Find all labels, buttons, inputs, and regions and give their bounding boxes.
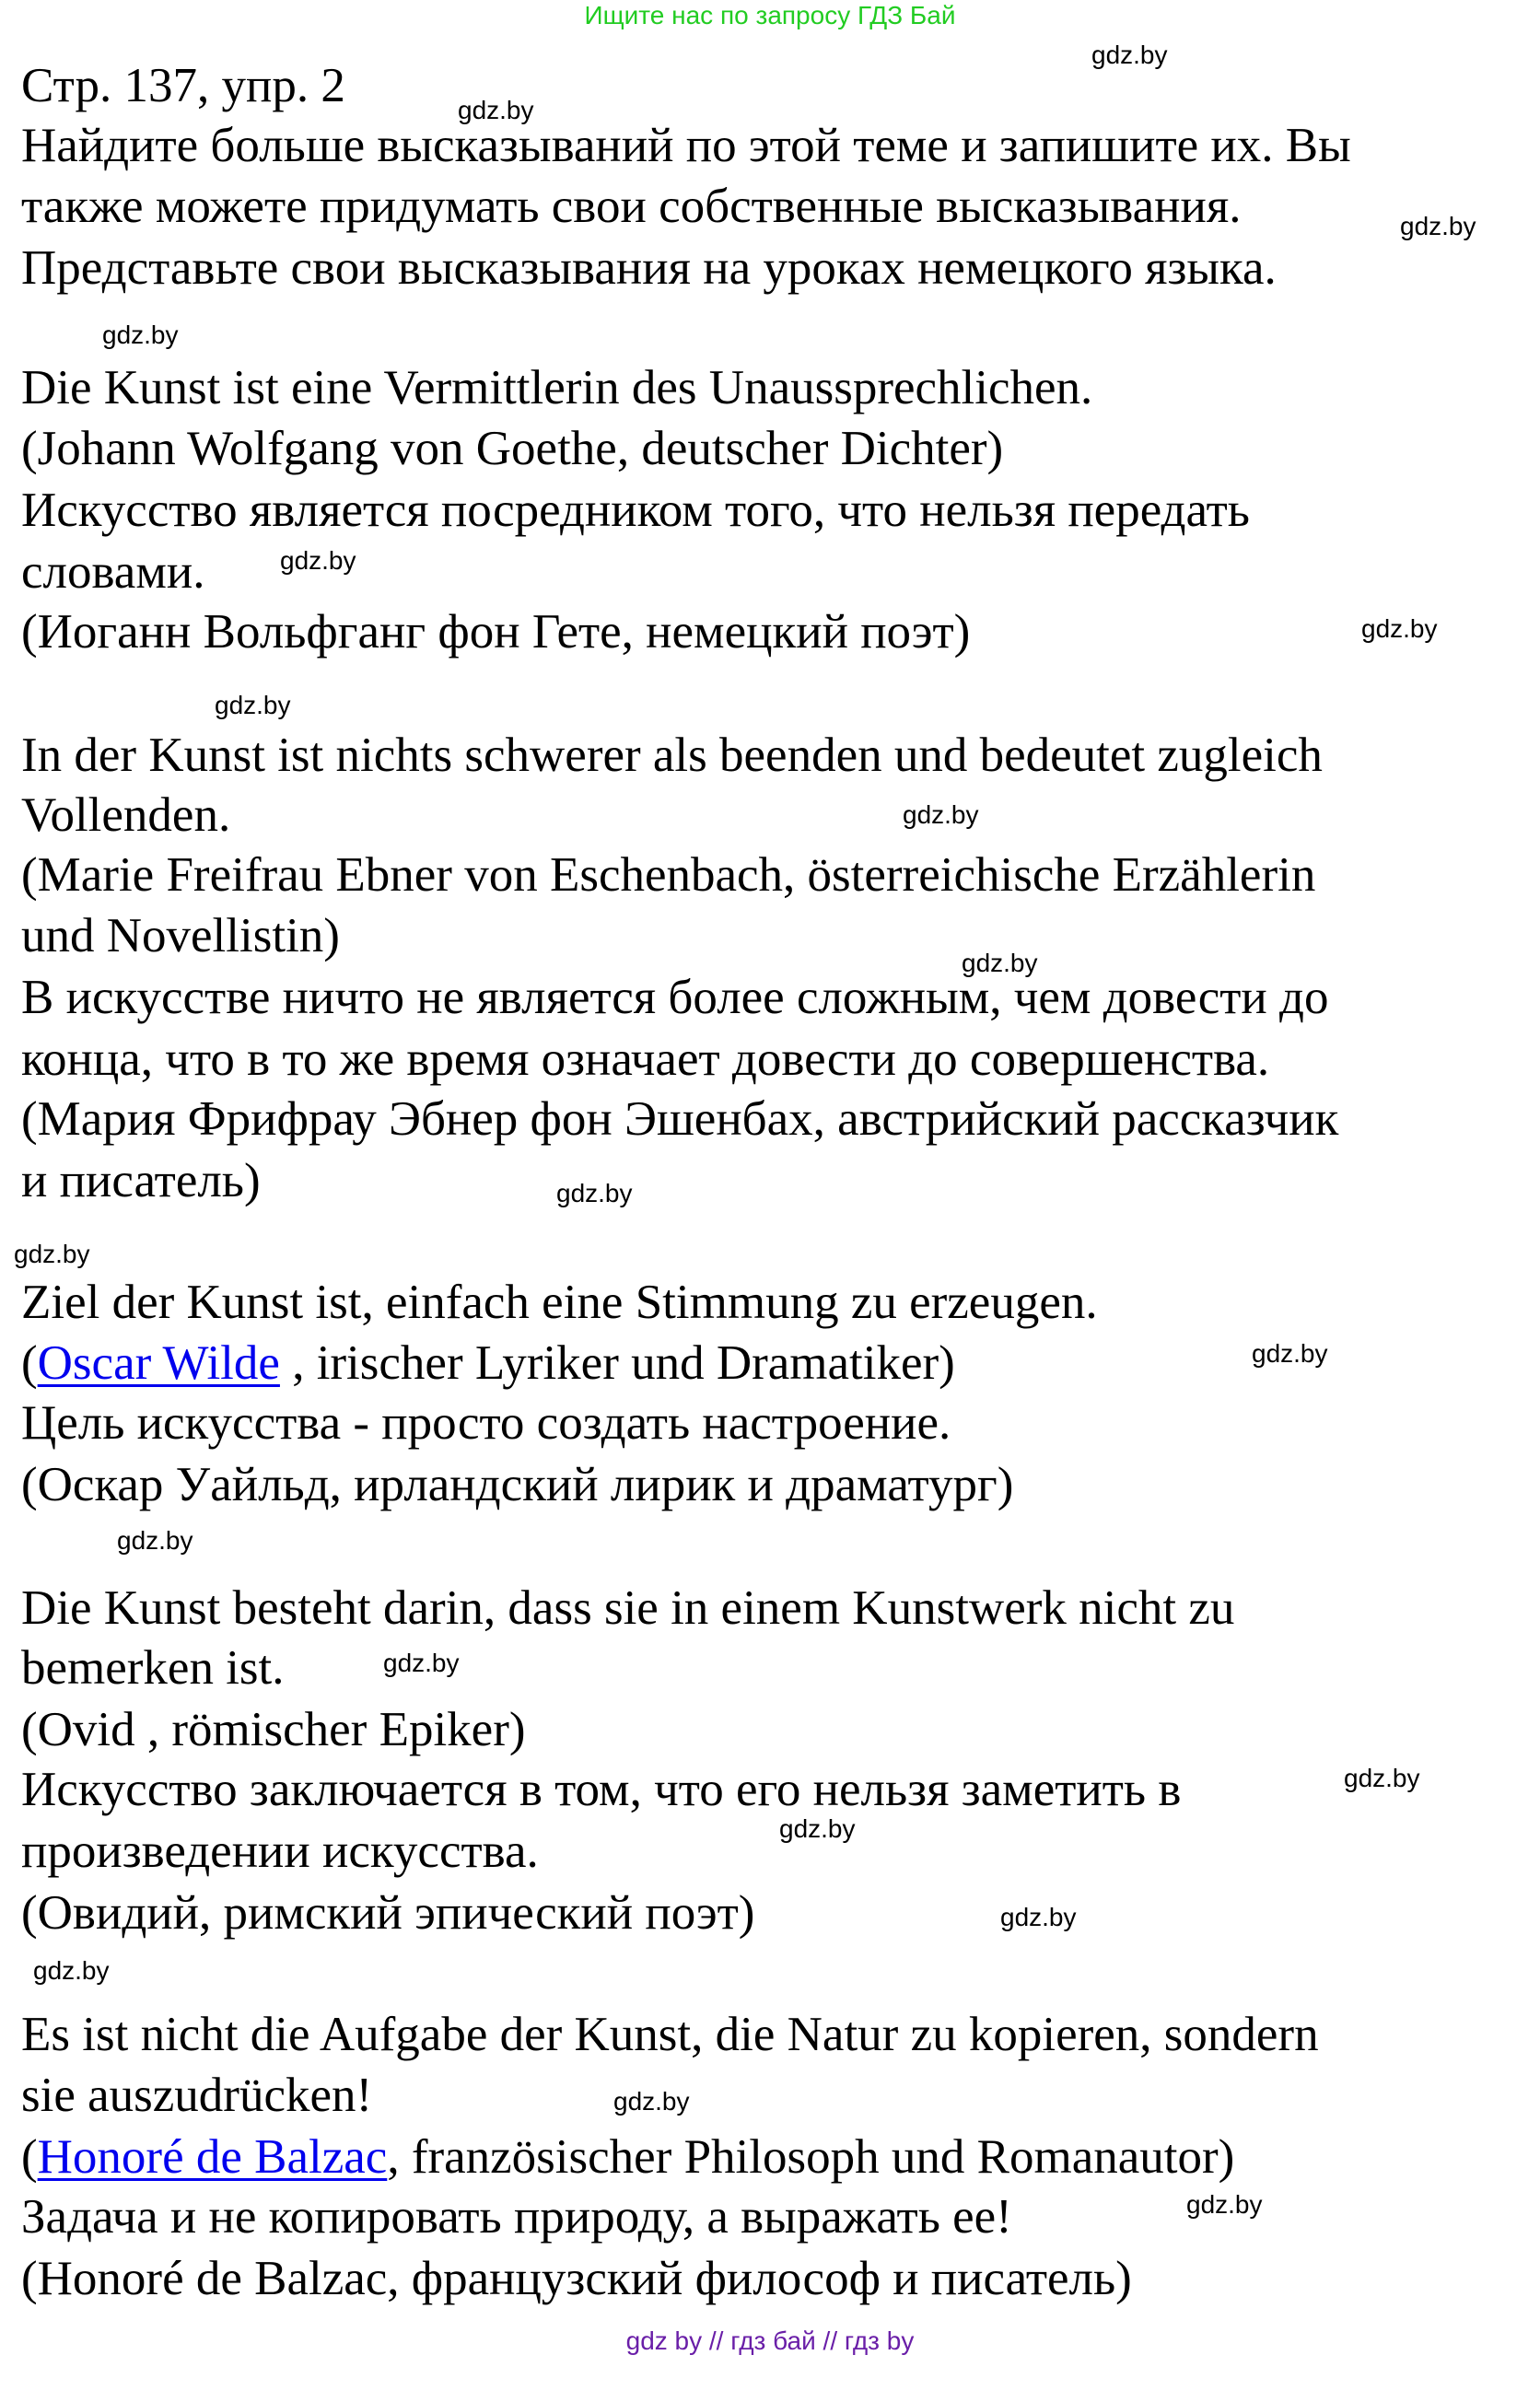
header-banner: Ищите нас по запросу ГДЗ Бай: [584, 1, 956, 29]
instruction-line: также можете придумать свои собственные высказывания.: [21, 180, 1242, 233]
quote-author-translation: (Мария Фрифрау Эбнер фон Эшенбах, австрийский рассказчик: [21, 1092, 1339, 1146]
footer-banner: gdz by // гдз бай // гдз by: [625, 2326, 915, 2355]
quote-text: Die Kunst ist eine Vermittlerin des Unaussprechlichen.: [21, 361, 1093, 414]
watermark: gdz.by: [903, 800, 979, 829]
watermark: gdz.by: [1091, 41, 1168, 69]
page-title: Стр. 137, упр. 2: [21, 59, 345, 112]
quote-author: [21, 1335, 955, 1391]
paren-open: (: [21, 1336, 38, 1390]
watermark: gdz.by: [1400, 212, 1476, 240]
quote-author: (Ovid , römischer Epiker): [21, 1703, 526, 1756]
watermark: gdz.by: [383, 1649, 460, 1677]
watermark: gdz.by: [458, 96, 534, 124]
watermark: gdz.by: [14, 1240, 90, 1268]
quote-translation: Искусство является посредником того, что нельзя передать: [21, 484, 1250, 537]
quote-translation: произведении искусства.: [21, 1825, 539, 1878]
quote-text: Die Kunst besteht darin, dass sie in einem Kunstwerk nicht zu: [21, 1581, 1235, 1635]
watermark: gdz.by: [613, 2087, 690, 2116]
watermark: gdz.by: [1344, 1764, 1420, 1792]
watermark: gdz.by: [556, 1179, 633, 1207]
quote-author-translation: (Honoré de Balzac, французский философ и писатель): [21, 2252, 1132, 2305]
watermark: gdz.by: [962, 949, 1038, 977]
quote-author: (Marie Freifrau Ebner von Eschenbach, österreichische Erzählerin: [21, 848, 1316, 902]
quote-translation: конца, что в то же время означает довести до совершенства.: [21, 1032, 1270, 1086]
quote-text: Ziel der Kunst ist, einfach eine Stimmung zu erzeugen.: [21, 1276, 1098, 1329]
quote-translation: В искусстве ничто не является более сложным, чем довести до: [21, 971, 1329, 1024]
quote-author: und Novellistin): [21, 909, 340, 962]
instruction-line: Найдите больше высказываний по этой теме и запишите их. Вы: [21, 119, 1351, 172]
paren-open: (: [21, 2130, 38, 2184]
quote-author: (Johann Wolfgang von Goethe, deutscher Dichter): [21, 422, 1004, 475]
instruction-line: Представьте свои высказывания на уроках немецкого языка.: [21, 241, 1277, 295]
quote-text: Es ist nicht die Aufgabe der Kunst, die Natur zu kopieren, sondern: [21, 2008, 1319, 2061]
quote-author-translation: (Овидий, римский эпический поэт): [21, 1886, 755, 1940]
quote-author-translation: и писатель): [21, 1154, 261, 1207]
quote-text: sie auszudrücken!: [21, 2069, 373, 2122]
quote-translation: Искусство заключается в том, что его нельзя заметить в: [21, 1763, 1182, 1816]
quote-translation: Цель искусства - просто создать настроение.: [21, 1396, 951, 1450]
quote-author-translation: (Оскар Уайльд, ирландский лирик и драматург): [21, 1458, 1014, 1511]
quote-translation: словами.: [21, 545, 205, 599]
watermark: gdz.by: [1252, 1339, 1328, 1368]
quote-text: In der Kunst ist nichts schwerer als beenden und bedeutet zugleich: [21, 729, 1323, 782]
author-description: , französischer Philosoph und Romanautor): [387, 2130, 1235, 2184]
watermark: gdz.by: [102, 321, 179, 349]
watermark: gdz.by: [1186, 2190, 1263, 2219]
author-link-oscar-wilde[interactable]: Oscar Wilde: [37, 1336, 280, 1390]
quote-translation: Задача и не копировать природу, а выражать ее!: [21, 2190, 1012, 2244]
quote-text: Vollenden.: [21, 788, 231, 842]
watermark: gdz.by: [215, 691, 291, 719]
author-description: , irischer Lyriker und Dramatiker): [279, 1336, 955, 1390]
quote-author: [21, 2129, 1234, 2185]
watermark: gdz.by: [33, 1956, 110, 1985]
watermark: gdz.by: [117, 1526, 193, 1555]
watermark: gdz.by: [280, 546, 356, 575]
author-link-honore-de-balzac[interactable]: Honoré de Balzac: [37, 2130, 388, 2184]
watermark: gdz.by: [1361, 614, 1438, 643]
quote-author-translation: (Иоганн Вольфганг фон Гете, немецкий поэт): [21, 605, 971, 659]
watermark: gdz.by: [1000, 1903, 1077, 1931]
quote-text: bemerken ist.: [21, 1641, 285, 1695]
watermark: gdz.by: [779, 1814, 856, 1843]
